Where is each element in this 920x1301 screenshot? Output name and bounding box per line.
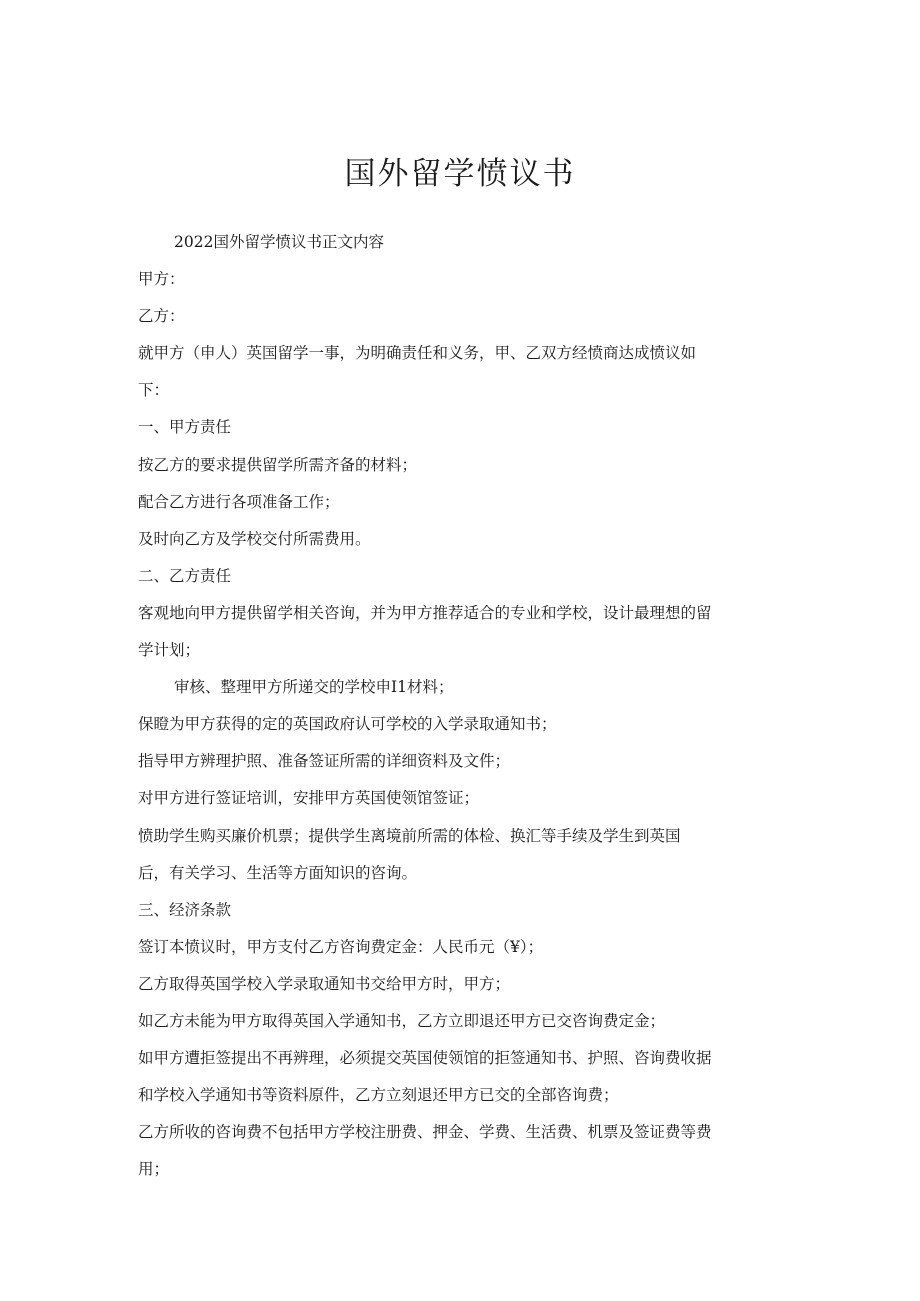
section-heading: 一、甲方责任 [138, 418, 232, 437]
section-heading: 三、经济条款 [138, 900, 232, 919]
clause-line: 审核、整理甲方所递交的学校申I1材料； [174, 678, 454, 697]
clause-line: 如乙方未能为甲方取得英国入学通知书，乙方立即退还甲方已交咨询费定金； [138, 1011, 666, 1030]
clause-line: 及时向乙方及学校交付所需费用。 [138, 529, 371, 548]
document-body [138, 229, 788, 1193]
intro-paragraph-line: 下： [138, 381, 170, 400]
party-b-line: 乙方： [138, 307, 185, 326]
intro-paragraph-line: 就甲方（申人）英国留学一事，为明确责任和义务，甲、乙双方经愤商达成愤议如 [138, 344, 697, 363]
clause-line: 按乙方的要求提供留学所需齐备的材料； [138, 455, 418, 474]
clause-line: 指导甲方辨理护照、准备签证所需的详细资料及文件； [138, 752, 511, 771]
clause-line: 配合乙方进行各项准备工作； [138, 492, 340, 511]
clause-line: 愤助学生购买廉价机票；提供学生离境前所需的体检、换汇等手续及学生到英国 [138, 826, 681, 845]
clause-line: 乙方取得英国学校入学录取通知书交给甲方时，甲方； [138, 974, 511, 993]
clause-line: 乙方所收的咨询费不包括甲方学校注册费、押金、学费、生活费、机票及签证费等费 [138, 1123, 712, 1142]
clause-line: 对甲方进行签证培训，安排甲方英国使领馆签证； [138, 789, 480, 808]
document-subtitle: 2022国外留学愤议书正文内容 [174, 233, 384, 251]
clause-line: 客观地向甲方提供留学相关咨询，并为甲方推荐适合的专业和学校，设计最理想的留 [138, 603, 712, 622]
clause-line: 签订本愤议时，甲方支付乙方咨询费定金：人民币元（¥）； [138, 937, 544, 956]
section-heading: 二、乙方责任 [138, 566, 232, 585]
document-title: 国外留学愤议书 [344, 156, 576, 192]
clause-line: 学计划； [138, 641, 201, 660]
clause-line: 用； [138, 1160, 170, 1179]
party-a-line: 甲方： [138, 270, 185, 289]
clause-line: 如甲方遭拒签提出不再辨理，必须提交英国使领馆的拒签通知书、护照、咨询费收据 [138, 1049, 712, 1068]
clause-line: 后，有关学习、生活等方面知识的咨询。 [138, 863, 418, 882]
clause-line: 和学校入学通知书等资料原件，乙方立刻退还甲方已交的全部咨询费； [138, 1086, 619, 1105]
clause-line: 保瞪为甲方获得的定的英国政府认可学校的入学录取通知书； [138, 715, 557, 734]
